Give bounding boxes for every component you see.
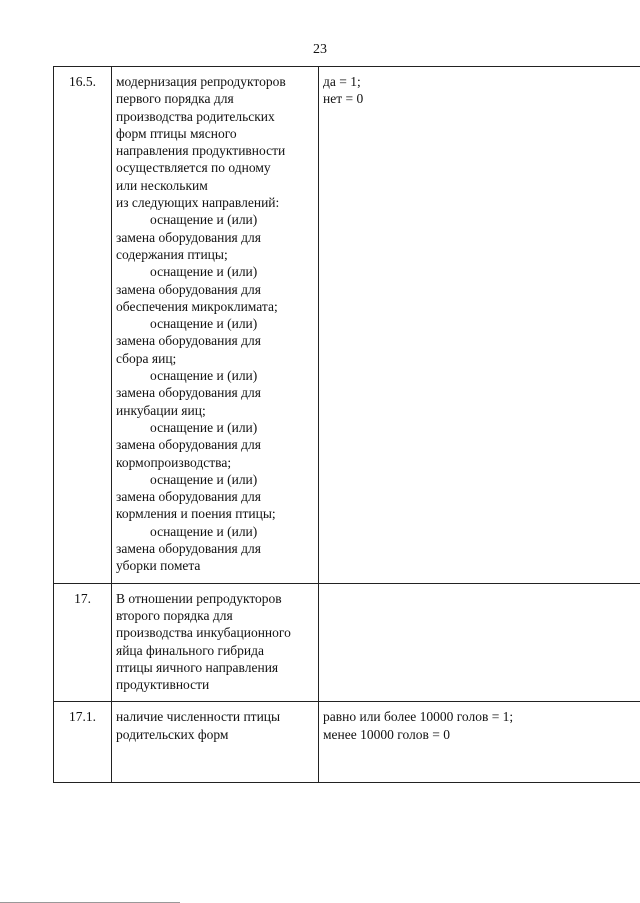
description-line: оснащение и (или) xyxy=(150,471,258,487)
row-value-cell xyxy=(319,67,640,584)
table-row xyxy=(54,702,640,783)
description-line: первого порядка для xyxy=(116,91,234,107)
row-description-cell xyxy=(112,702,319,783)
description-line: замена оборудования для xyxy=(116,489,261,505)
row-description-cell xyxy=(112,583,319,702)
description-line: оснащение и (или) xyxy=(150,368,258,384)
description-line: замена оборудования для xyxy=(116,281,261,297)
description-line: форм птицы мясного xyxy=(116,125,237,141)
row-value-cell xyxy=(319,702,640,783)
row-number-cell xyxy=(54,702,112,783)
value-line: да = 1; xyxy=(323,74,361,89)
description-line: родительских форм xyxy=(116,726,229,742)
description-line: кормопроизводства; xyxy=(116,454,232,470)
row-description-cell xyxy=(112,67,319,584)
row-number: 17. xyxy=(74,590,91,606)
table-row xyxy=(54,67,640,584)
description-line: оснащение и (или) xyxy=(150,212,258,228)
description-line: производства родительских xyxy=(116,108,275,124)
description-line: обеспечения микроклимата; xyxy=(116,298,278,314)
description-line: яйца финального гибрида xyxy=(116,642,264,658)
criteria-table xyxy=(53,66,640,783)
description-line: замена оборудования для xyxy=(116,333,261,349)
description-line: кормления и поения птицы; xyxy=(116,506,276,522)
value-line: нет = 0 xyxy=(323,91,364,107)
description-line: наличие численности птицы xyxy=(116,709,281,725)
row-number: 16.5. xyxy=(69,74,96,89)
description-line: модернизация репродукторов xyxy=(116,74,286,89)
page-number: 23 xyxy=(313,42,327,57)
description-line: из следующих направлений: xyxy=(116,195,280,211)
description-line: птицы яичного направления xyxy=(116,659,279,675)
description-line: осуществляется по одному xyxy=(116,160,271,176)
value-line: равно или более 10000 голов = 1; xyxy=(323,709,514,725)
description-line: направления продуктивности xyxy=(116,143,286,159)
description-line: оснащение и (или) xyxy=(150,523,258,539)
description-line: В отношении репродукторов xyxy=(116,590,282,606)
table-row xyxy=(54,583,640,702)
description-line: второго порядка для xyxy=(116,607,233,623)
description-line: или нескольким xyxy=(116,177,208,193)
description-line: оснащение и (или) xyxy=(150,316,258,332)
row-value-cell xyxy=(319,583,640,702)
description-line: сбора яиц; xyxy=(116,350,177,366)
description-line: оснащение и (или) xyxy=(150,264,258,280)
criteria-table-body xyxy=(54,67,640,783)
row-number: 17.1. xyxy=(69,709,96,725)
description-line: производства инкубационного xyxy=(116,625,291,641)
row-number-cell xyxy=(54,67,112,584)
description-line: оснащение и (или) xyxy=(150,419,258,435)
description-line: содержания птицы; xyxy=(116,246,228,262)
description-line: инкубации яиц; xyxy=(116,402,206,418)
description-line: замена оборудования для xyxy=(116,385,261,401)
description-line: замена оборудования для xyxy=(116,541,261,557)
value-line: менее 10000 голов = 0 xyxy=(323,726,450,742)
description-line: замена оборудования для xyxy=(116,437,261,453)
row-number-cell xyxy=(54,583,112,702)
description-line: уборки помета xyxy=(116,558,201,574)
description-line: замена оборудования для xyxy=(116,229,261,245)
description-line: продуктивности xyxy=(116,677,210,693)
